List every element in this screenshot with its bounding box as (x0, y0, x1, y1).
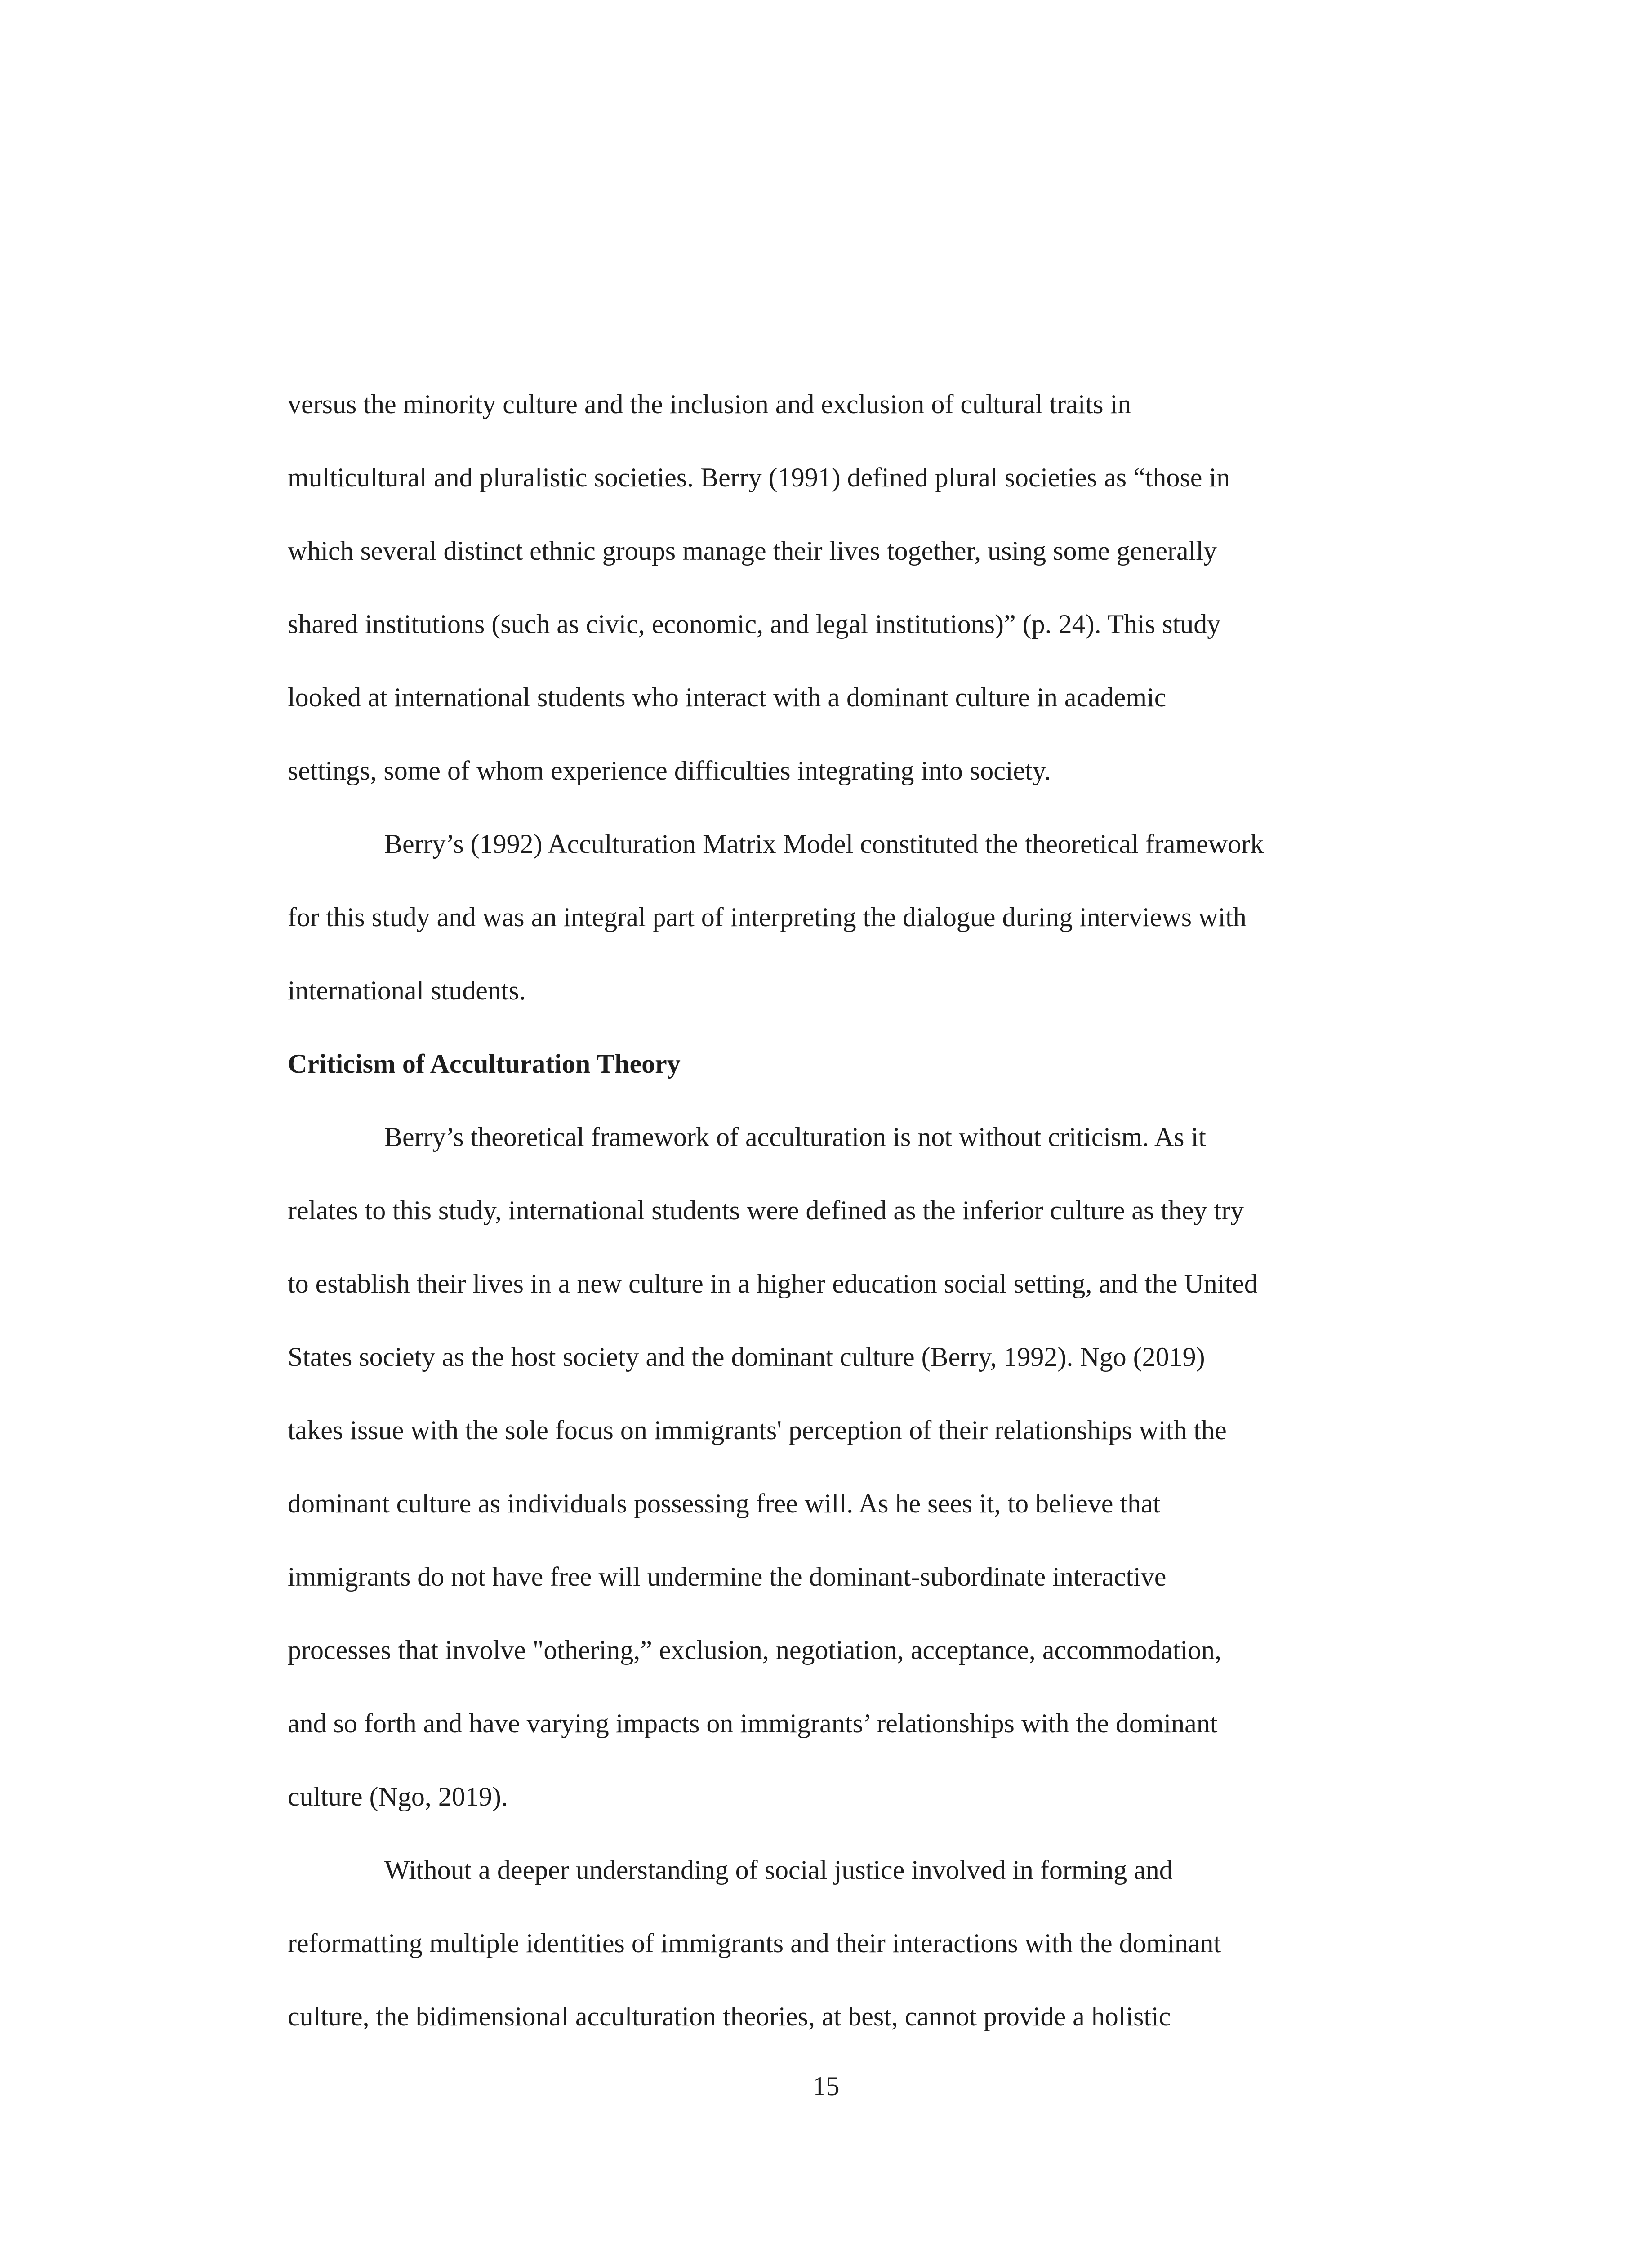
text-line: takes issue with the sole focus on immigrants' perception of their relationships with the (288, 1415, 1227, 1445)
text-line: States society as the host society and the dominant culture (Berry, 1992). Ngo (2019) (288, 1342, 1205, 1372)
text-line: looked at international students who interact with a dominant culture in academic (288, 682, 1167, 712)
text-line: versus the minority culture and the inclusion and exclusion of cultural traits in (288, 389, 1131, 419)
text-line: Berry’s theoretical framework of acculturation is not without criticism. As it (384, 1122, 1206, 1152)
text-line: dominant culture as individuals possessing free will. As he sees it, to believe that (288, 1489, 1161, 1518)
text-line: processes that involve "othering,” exclusion, negotiation, acceptance, accommodation, (288, 1635, 1222, 1665)
paragraph-3 (288, 1101, 1447, 1833)
page-body (288, 368, 1447, 2053)
text-line: relates to this study, international students were defined as the inferior culture as they try (288, 1195, 1244, 1225)
text-line: culture, the bidimensional acculturation theories, at best, cannot provide a holistic (288, 2002, 1171, 2031)
text-line: culture (Ngo, 2019). (288, 1782, 508, 1811)
paragraph-2 (288, 807, 1447, 1027)
text-line: shared institutions (such as civic, economic, and legal institutions)” (p. 24). This study (288, 609, 1221, 639)
text-line: reformatting multiple identities of immigrants and their interactions with the dominant (288, 1928, 1221, 1958)
section-heading: Criticism of Acculturation Theory (288, 1049, 681, 1079)
text-line: immigrants do not have free will undermine the dominant-subordinate interactive (288, 1562, 1167, 1592)
text-line: multicultural and pluralistic societies. Berry (1991) defined plural societies as “those in (288, 463, 1230, 492)
text-line: which several distinct ethnic groups manage their lives together, using some generally (288, 536, 1217, 566)
text-line: settings, some of whom experience difficulties integrating into society. (288, 756, 1051, 785)
text-line: to establish their lives in a new culture in a higher education social setting, and the United (288, 1269, 1258, 1298)
text-line: for this study and was an integral part of interpreting the dialogue during interviews with (288, 902, 1247, 932)
text-line: Berry’s (1992) Acculturation Matrix Model constituted the theoretical framework (384, 829, 1264, 859)
text-line: and so forth and have varying impacts on immigrants’ relationships with the dominant (288, 1708, 1218, 1738)
page-number: 15 (812, 2071, 840, 2101)
paragraph-1 (288, 368, 1447, 807)
text-line: international students. (288, 976, 526, 1005)
text-line: Without a deeper understanding of social justice involved in forming and (384, 1855, 1173, 1885)
paragraph-4 (288, 1833, 1447, 2053)
